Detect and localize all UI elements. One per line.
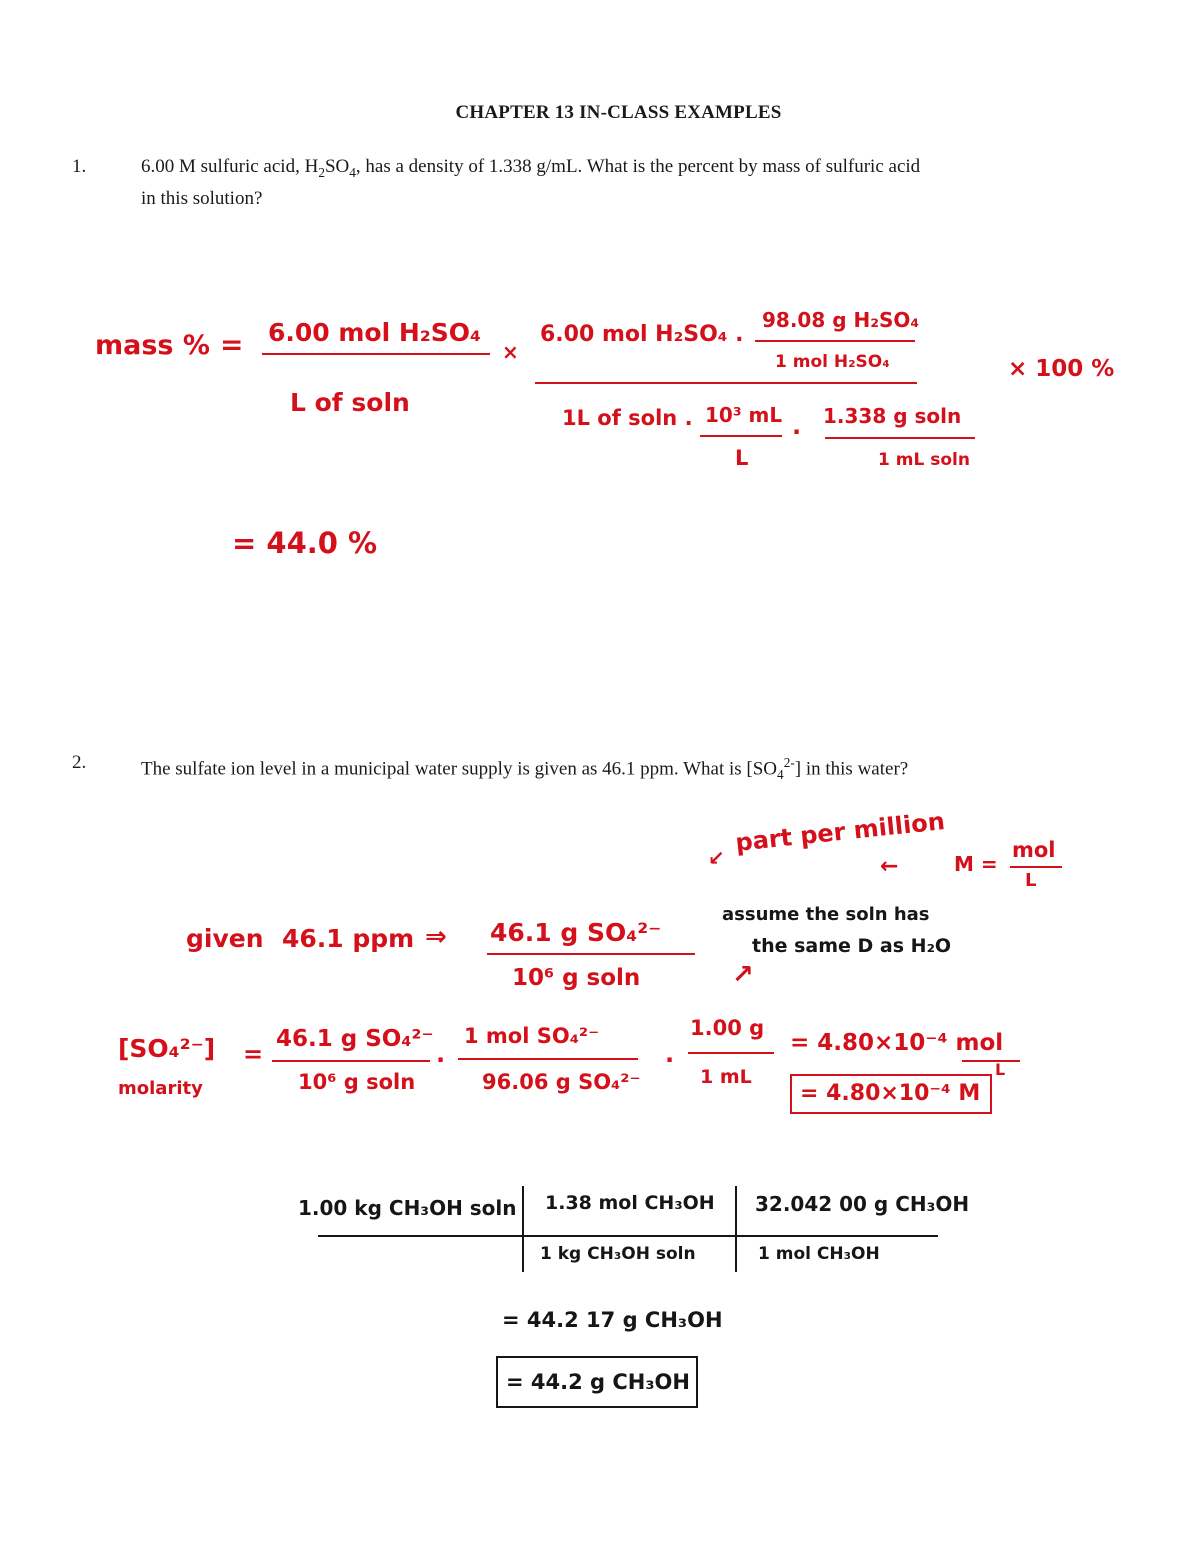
q1-fraction1-bar <box>262 353 490 355</box>
q1-equals: = <box>220 328 244 361</box>
q2-equals: = <box>243 1040 264 1068</box>
q2-calc-fraction1-denominator: 10⁶ g soln <box>298 1070 416 1094</box>
q1-times: × <box>502 340 519 364</box>
q2-given-fraction-bar <box>487 953 695 955</box>
q1-molar-mass-denominator: 1 mol H₂SO₄ <box>775 352 890 372</box>
q2-calc-fraction1-bar <box>272 1060 430 1062</box>
q3-molality-denominator: 1 kg CH₃OH soln <box>540 1244 696 1264</box>
q3-table-divider-1 <box>522 1186 524 1272</box>
q1-fraction1-numerator: 6.00 mol H₂SO₄ <box>268 318 481 347</box>
q2-dot-1: . <box>436 1040 446 1068</box>
q3-molality-numerator: 1.38 mol CH₃OH <box>545 1192 715 1214</box>
q2-molarity-def-denominator: L <box>1025 870 1037 891</box>
q2-result-unit-bar <box>962 1060 1020 1062</box>
q2-molarity-label: molarity <box>118 1078 203 1099</box>
q1-density-bar <box>825 437 975 439</box>
q3-molar-mass-numerator: 32.042 00 g CH₃OH <box>755 1192 970 1216</box>
q1-fraction1-denominator: L of soln <box>290 388 410 417</box>
q2-given-value: 46.1 ppm <box>282 924 415 953</box>
q3-molar-mass-denominator: 1 mol CH₃OH <box>758 1244 880 1264</box>
q2-assume-arrow: ↗ <box>732 960 754 990</box>
q2-result-value: = 4.80×10⁻⁴ mol <box>790 1030 1004 1056</box>
q1-fraction2-denominator-a: 1L of soln . <box>562 406 693 430</box>
question-1-number: 1. <box>72 156 87 177</box>
q2-calc-fraction2-bar <box>458 1058 638 1060</box>
q2-calc-fraction1-numerator: 46.1 g SO₄²⁻ <box>276 1026 434 1052</box>
q3-unrounded-result: = 44.2 17 g CH₃OH <box>502 1308 723 1332</box>
q2-calc-fraction2-numerator: 1 mol SO₄²⁻ <box>464 1024 600 1048</box>
q2-given-label: given <box>186 924 264 953</box>
q2-calc-fraction3-denominator: 1 mL <box>700 1066 752 1088</box>
q2-assume-line-1: assume the soln has <box>722 904 930 925</box>
q1-ml-per-l-bar <box>700 435 782 437</box>
q1-mass-percent-label: mass % <box>95 330 210 361</box>
q2-given-fraction-numerator: 46.1 g SO₄²⁻ <box>490 918 662 947</box>
q3-table-horizontal-bar <box>318 1235 938 1237</box>
q2-dot-2: . <box>665 1040 675 1068</box>
q2-concentration-label: [SO₄²⁻] <box>118 1034 216 1063</box>
q2-calc-fraction3-bar <box>688 1052 774 1054</box>
q1-molar-mass-numerator: 98.08 g H₂SO₄ <box>762 308 920 332</box>
question-2-number: 2. <box>72 752 87 773</box>
q2-assume-line-2: the same D as H₂O <box>752 935 952 957</box>
q2-implies-arrow: ⇒ <box>425 922 447 952</box>
q1-ml-per-l-denominator: L <box>735 446 749 470</box>
q1-density-denominator: 1 mL soln <box>878 450 970 470</box>
q1-density-numerator: 1.338 g soln <box>823 404 962 428</box>
q2-molarity-def-bar <box>1010 866 1062 868</box>
q1-dot: . <box>792 412 802 440</box>
q2-calc-fraction2-denominator: 96.06 g SO₄²⁻ <box>482 1070 641 1094</box>
q3-table-divider-2 <box>735 1186 737 1272</box>
q1-molar-mass-bar <box>755 340 915 342</box>
q3-starting-amount: 1.00 kg CH₃OH soln <box>298 1196 517 1220</box>
q2-given-fraction-denominator: 10⁶ g soln <box>512 965 641 991</box>
q2-note-arrow-mark: ↙ <box>708 846 725 870</box>
q2-note-part-per-million: part per million <box>734 807 947 857</box>
q1-fraction2-numerator-a: 6.00 mol H₂SO₄ . <box>540 322 744 347</box>
q2-molarity-def-numerator: mol <box>1012 838 1056 862</box>
q1-ml-per-l-numerator: 10³ mL <box>705 403 783 427</box>
q2-result-unit-denominator: L <box>995 1060 1006 1079</box>
q2-calc-fraction3-numerator: 1.00 g <box>690 1016 765 1040</box>
q1-fraction2-main-bar <box>535 382 917 384</box>
q2-molarity-definition: M = <box>954 852 998 876</box>
q1-result: = 44.0 % <box>232 526 378 560</box>
question-2-text: The sulfate ion level in a municipal water supply is given as 46.1 ppm. What is $[SO_4^{2-}]$ in this water? <box>141 755 909 783</box>
q2-note-arrow-left: ← <box>880 854 899 879</box>
page-title: CHAPTER 13 IN-CLASS EXAMPLES <box>455 102 782 123</box>
q3-boxed-answer: = 44.2 g CH₃OH <box>496 1356 698 1408</box>
question-1-text: 6.00 M sulfuric acid, $H_2SO_4$, has a density of 1.338 g/mL. What is the percent by mass of sulfuric acid in this solution? <box>141 156 921 209</box>
q1-times-100-percent: × 100 % <box>1008 356 1115 382</box>
q2-boxed-answer: = 4.80×10⁻⁴ M <box>790 1074 992 1114</box>
